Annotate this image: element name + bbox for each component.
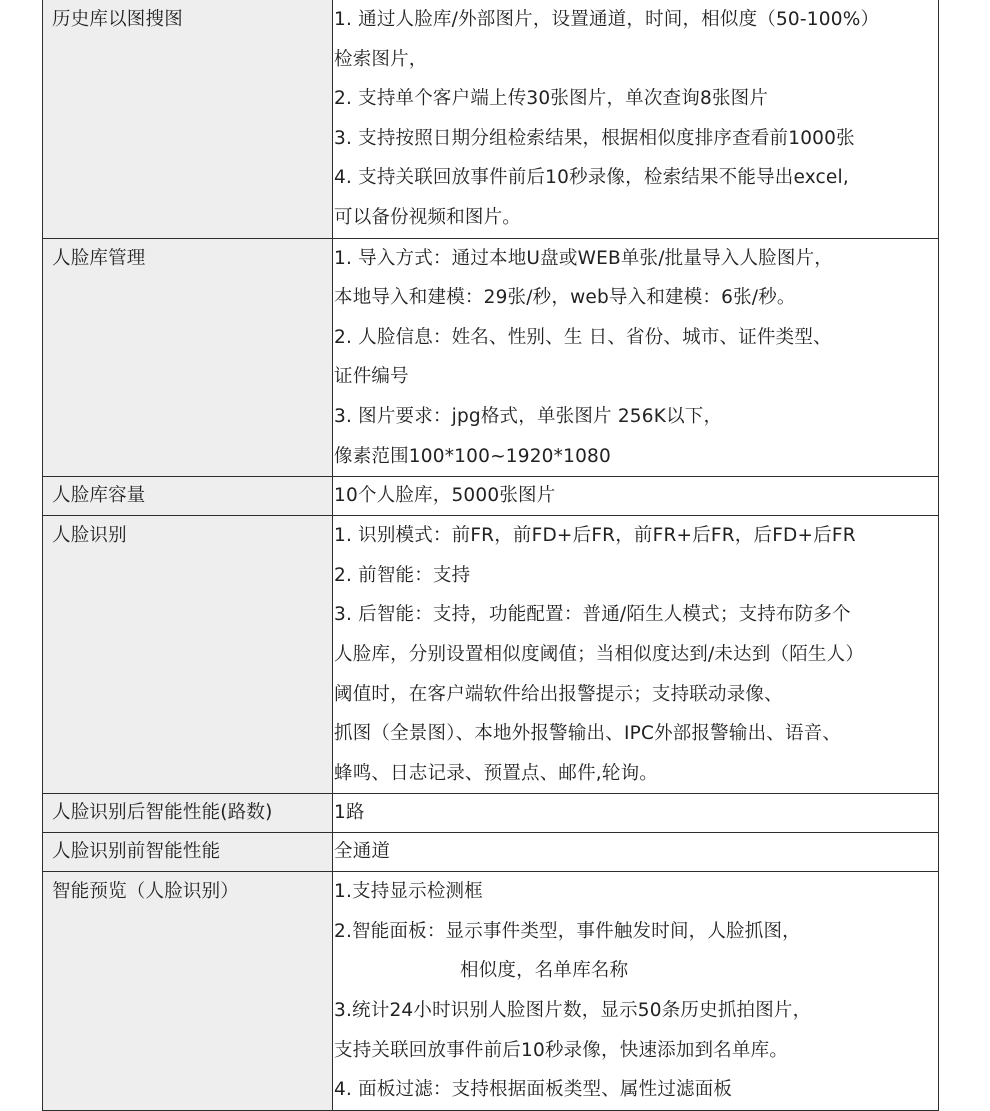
- row-value: [333, 0, 939, 238]
- value-line: 4. 支持关联回放事件前后10秒录像，检索结果不能导出excel,: [334, 167, 849, 189]
- value-line: 抓图（全景图）、本地外报警输出、IPC外部报警输出、语音、: [334, 723, 842, 745]
- row-label: 人脸库容量: [43, 477, 333, 516]
- table-row: [43, 238, 939, 477]
- row-value: [333, 833, 939, 872]
- table-row: [43, 0, 939, 238]
- value-line: 检索图片，: [334, 48, 428, 70]
- row-value: [333, 794, 939, 833]
- value-line: 1. 通过人脸库/外部图片，设置通道，时间，相似度（50-100%）: [334, 9, 880, 30]
- table-row: [43, 477, 939, 516]
- value-line: 1. 导入方式：通过本地U盘或WEB单张/批量导入人脸图片，: [334, 247, 833, 269]
- value-line: 像素范围100*100~1920*1080: [334, 445, 611, 467]
- value-line: 4. 面板过滤：支持根据面板类型、属性过滤面板: [334, 1079, 733, 1101]
- value-line: 可以备份视频和图片。: [334, 206, 522, 228]
- value-line: 阈值时，在客户端软件给出报警提示；支持联动录像、: [334, 683, 783, 705]
- value-line: 1路: [334, 802, 365, 824]
- value-line: 证件编号: [334, 366, 409, 388]
- value-line: 2. 支持单个客户端上传30张图片，单次查询8张图片: [334, 88, 769, 110]
- value-line: 2. 人脸信息：姓名、性别、生 日、省份、城市、证件类型、: [334, 326, 832, 348]
- spec-table: [42, 0, 939, 1111]
- value-line: 1. 识别模式：前FR，前FD+后FR，前FR+后FR，后FD+后FR: [334, 525, 856, 547]
- row-label: 人脸库管理: [43, 238, 333, 477]
- row-value: [333, 516, 939, 794]
- value-line: 3. 图片要求：jpg格式，单张图片 256K以下，: [334, 405, 723, 427]
- value-line: 10个人脸库，5000张图片: [334, 485, 556, 507]
- table-row: [43, 516, 939, 794]
- value-line: 3.统计24小时识别人脸图片数，显示50条历史抓拍图片，: [334, 1000, 812, 1022]
- row-value: [333, 872, 939, 1111]
- row-label: 人脸识别后智能性能(路数): [43, 794, 333, 833]
- row-value: [333, 477, 939, 516]
- table-row: [43, 833, 939, 872]
- value-line: 人脸库，分别设置相似度阈值；当相似度达到/未达到（陌生人）: [334, 643, 865, 665]
- table-row: [43, 872, 939, 1111]
- value-line: 2. 前智能：支持: [334, 564, 471, 586]
- row-label: 智能预览（人脸识别）: [43, 872, 333, 1111]
- value-line: 1.支持显示检测框: [334, 881, 483, 903]
- value-line: 3. 后智能：支持，功能配置：普通/陌生人模式；支持布防多个: [334, 604, 851, 626]
- value-line: 支持关联回放事件前后10秒录像，快速添加到名单库。: [334, 1039, 789, 1061]
- row-label: 人脸识别: [43, 516, 333, 794]
- value-line: 3. 支持按照日期分组检索结果，根据相似度排序查看前1000张: [334, 127, 855, 149]
- value-line: 本地导入和建模：29张/秒，web导入和建模：6张/秒。: [334, 287, 796, 309]
- row-label: 人脸识别前智能性能: [43, 833, 333, 872]
- row-label: 历史库以图搜图: [43, 0, 333, 238]
- value-line: 2.智能面板：显示事件类型，事件触发时间，人脸抓图，: [334, 920, 801, 942]
- row-value: [333, 238, 939, 477]
- value-line: 全通道: [334, 841, 391, 863]
- table-row: [43, 794, 939, 833]
- value-line: 蜂鸣、日志记录、预置点、邮件,轮询。: [334, 762, 658, 784]
- value-line: 相似度，名单库名称: [460, 960, 629, 982]
